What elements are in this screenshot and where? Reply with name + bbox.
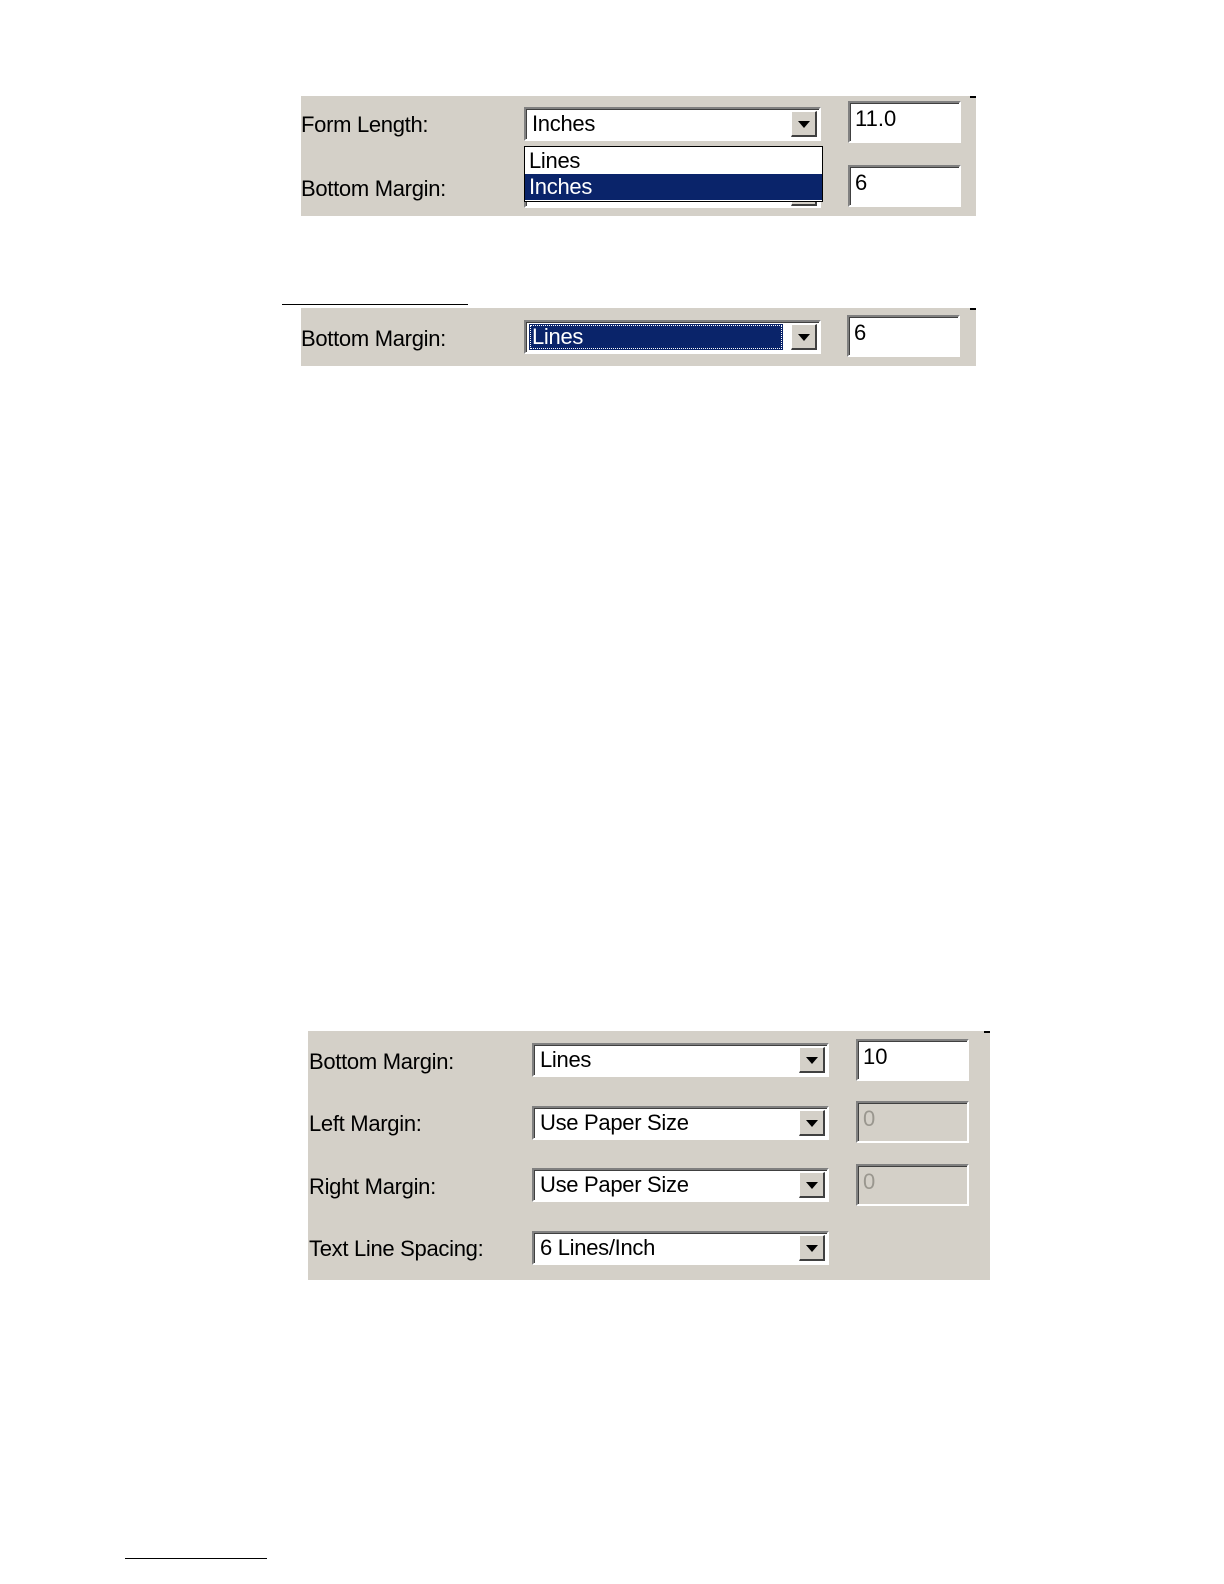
dropdown-option-inches[interactable]: Inches	[525, 174, 822, 200]
margins-panel	[308, 1031, 990, 1280]
text-line-spacing-select[interactable]	[532, 1231, 829, 1265]
bottom-margin-value: 10	[863, 1044, 888, 1069]
left-margin-unit-value: Use Paper Size	[540, 1110, 689, 1135]
left-margin-input	[856, 1101, 969, 1143]
text-line-spacing-dropdown-button[interactable]	[799, 1235, 825, 1261]
form-length-input[interactable]	[848, 101, 961, 143]
form-length-value: 11.0	[855, 106, 897, 131]
chevron-down-icon	[798, 121, 810, 128]
chevron-down-icon	[806, 1120, 818, 1127]
bottom-margin-dropdown-button[interactable]	[791, 324, 817, 350]
text-line-spacing-label: Text Line Spacing:	[309, 1236, 484, 1261]
form-length-panel	[301, 96, 976, 216]
bottom-margin-label: Bottom Margin:	[309, 1049, 454, 1074]
bottom-margin-unit-select[interactable]	[524, 320, 821, 354]
left-margin-unit-select[interactable]	[532, 1106, 829, 1140]
right-margin-dropdown-button[interactable]	[799, 1172, 825, 1198]
chevron-down-icon	[806, 1182, 818, 1189]
left-margin-dropdown-button[interactable]	[799, 1110, 825, 1136]
bottom-margin-value: 6	[855, 170, 868, 195]
corner-mark	[984, 1031, 990, 1033]
bottom-margin-panel	[301, 308, 976, 366]
dropdown-option-lines[interactable]: Lines	[529, 148, 581, 173]
right-margin-unit-select[interactable]	[532, 1168, 829, 1202]
bottom-margin-label: Bottom Margin:	[301, 176, 446, 201]
bottom-margin-input[interactable]	[848, 165, 961, 207]
corner-mark	[970, 96, 976, 98]
bottom-margin-value: 6	[854, 320, 867, 345]
divider	[282, 304, 468, 305]
form-length-label: Form Length:	[301, 112, 429, 137]
bottom-margin-input[interactable]	[856, 1039, 969, 1081]
right-margin-value: 0	[863, 1169, 876, 1194]
left-margin-label: Left Margin:	[309, 1111, 422, 1136]
bottom-margin-input[interactable]	[847, 315, 960, 357]
form-length-unit-value: Inches	[532, 111, 596, 136]
bottom-margin-label: Bottom Margin:	[301, 326, 446, 351]
bottom-margin-dropdown-button[interactable]	[799, 1047, 825, 1073]
chevron-down-icon	[806, 1245, 818, 1252]
corner-mark	[970, 308, 976, 310]
bottom-margin-unit-select[interactable]	[532, 1043, 829, 1077]
footer-divider	[125, 1558, 267, 1559]
bottom-margin-unit-value: Lines	[540, 1047, 592, 1072]
text-line-spacing-value: 6 Lines/Inch	[540, 1235, 656, 1260]
left-margin-value: 0	[863, 1106, 876, 1131]
bottom-margin-unit-value: Lines	[529, 324, 783, 350]
chevron-down-icon	[806, 1057, 818, 1064]
right-margin-unit-value: Use Paper Size	[540, 1172, 689, 1197]
chevron-down-icon	[798, 334, 810, 341]
right-margin-input	[856, 1164, 969, 1206]
right-margin-label: Right Margin:	[309, 1174, 436, 1199]
unit-dropdown-list[interactable]	[524, 146, 823, 202]
form-length-dropdown-button[interactable]	[791, 111, 817, 137]
form-length-unit-select[interactable]	[524, 107, 821, 141]
